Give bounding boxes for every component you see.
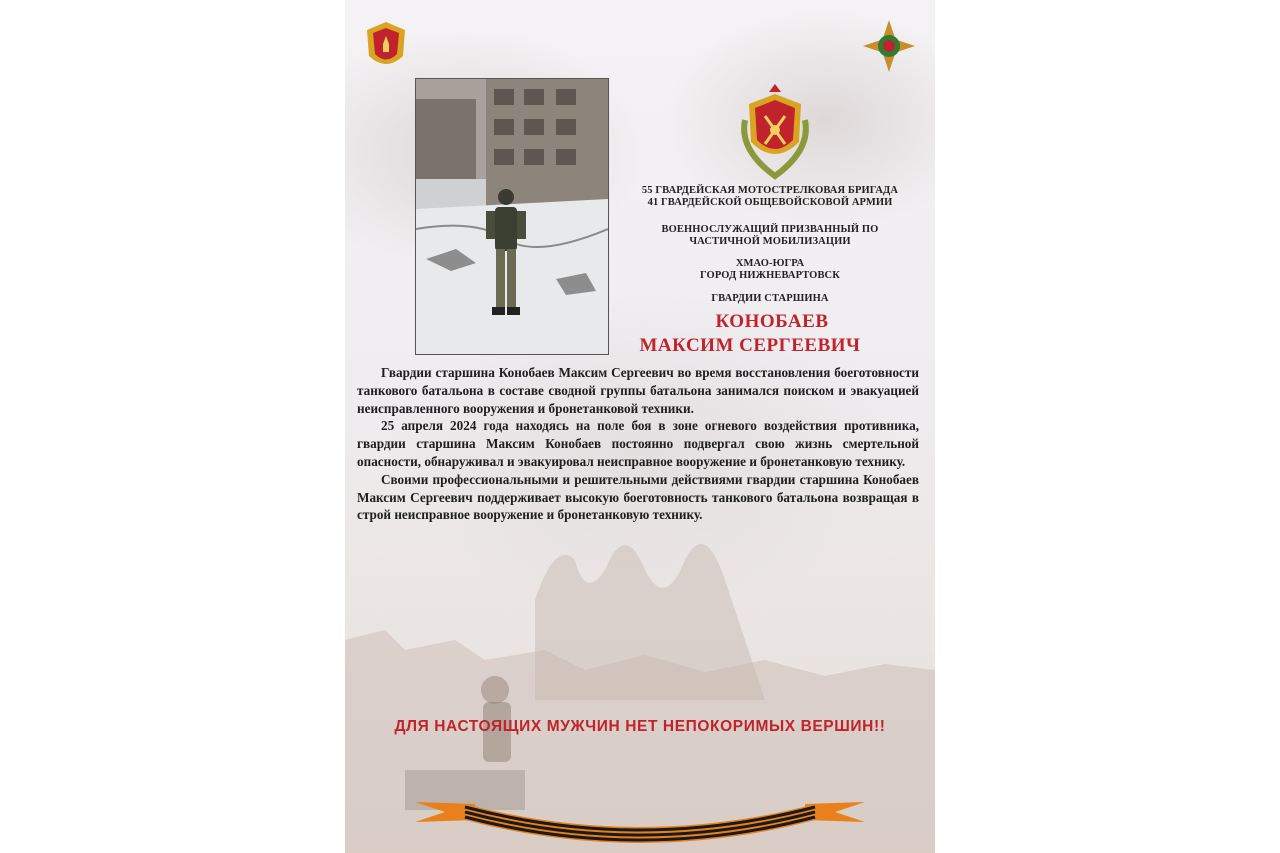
brigade-emblem-icon <box>735 80 815 180</box>
unit-line-2: 41 ГВАРДЕЙСКОЙ ОБЩЕВОЙСКОВОЙ АРМИИ <box>647 197 893 208</box>
paragraph-3: Своими профессиональными и решительными действиями гвардии старшина Конобаев Максим Сергеевич поддерживает высокую боеготовность танкового батальона возвращая в строй неисправное вооружение и бронетанковую технику. <box>357 471 919 523</box>
poster <box>345 0 935 853</box>
status-line-1: ВОЕННОСЛУЖАЩИЙ ПРИЗВАННЫЙ ПО <box>661 224 879 235</box>
paragraph-1: Гвардии старшина Конобаев Максим Сергеевич во время восстановления боеготовности танкового батальона в составе сводной группы батальона занимался поиском и эвакуацией неисправленного вооружения и бронетанковой техники. <box>357 365 919 416</box>
status-line-2: ЧАСТИЧНОЙ МОБИЛИЗАЦИИ <box>689 236 851 247</box>
citation-text <box>357 364 919 524</box>
region-line-1: ХМАО-ЮГРА <box>735 258 805 269</box>
paragraph-2: 25 апреля 2024 года находясь на поле боя в зоне огневого воздействия противника, гвардии старшина Максим Конобаев постоянно подвергал свою жизнь смертельной опасности, обнаруживал и эвакуировал неисправное вооружение и бронетанковую технику. <box>357 418 919 469</box>
rank-label: ГВАРДИИ СТАРШИНА <box>711 293 829 304</box>
st-george-ribbon-icon <box>415 790 865 850</box>
surname: КОНОБАЕВ <box>715 311 829 332</box>
slogan: ДЛЯ НАСТОЯЩИХ МУЖЧИН НЕТ НЕПОКОРИМЫХ ВЕРШИН!! <box>394 718 886 735</box>
given-names: МАКСИМ СЕРГЕЕВИЧ <box>639 335 861 356</box>
soldier-photo <box>415 78 609 355</box>
shield-emblem-icon <box>363 20 409 74</box>
unit-line-1: 55 ГВАРДЕЙСКАЯ МОТОСТРЕЛКОВАЯ БРИГАДА <box>641 185 899 196</box>
region-line-2: ГОРОД НИЖНЕВАРТОВСК <box>700 270 840 281</box>
cross-order-icon <box>861 18 917 74</box>
